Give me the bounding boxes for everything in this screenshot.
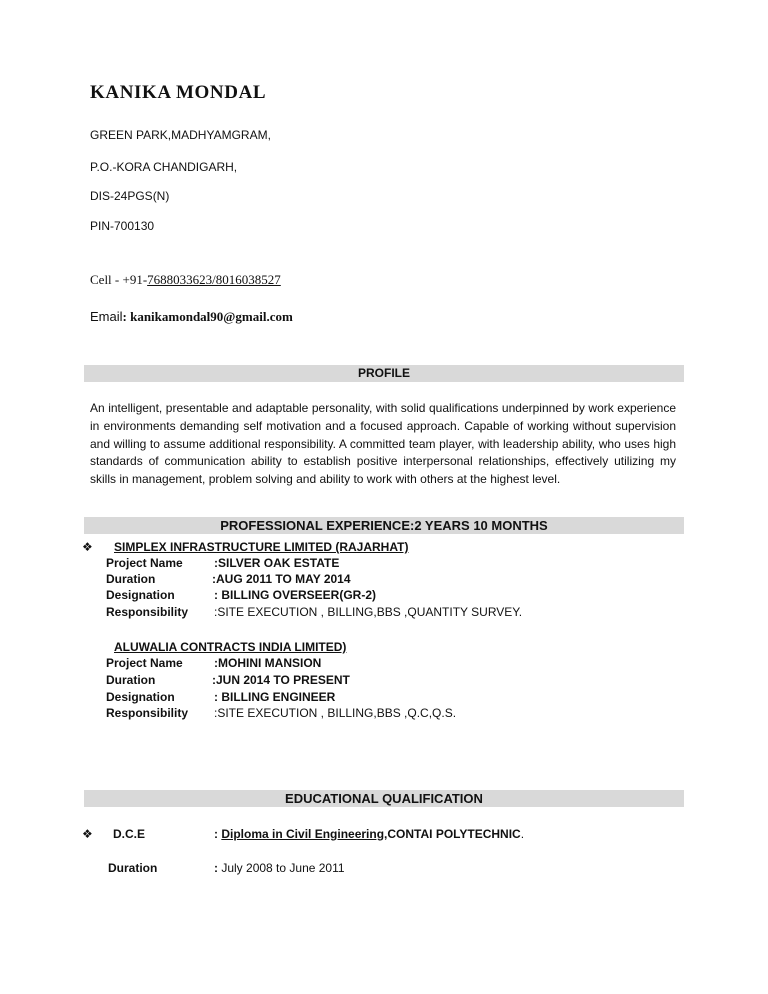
experience-heading-bar — [84, 517, 684, 534]
job2-project-label: Project Name — [106, 656, 183, 670]
education-heading: EDUCATIONAL QUALIFICATION — [285, 791, 483, 806]
phone-prefix: Cell - +91- — [90, 272, 148, 287]
address-line-4: PIN-700130 — [90, 219, 155, 233]
education-heading-bar — [84, 790, 684, 807]
institute-name: CONTAI POLYTECHNIC — [387, 827, 521, 841]
job1-project-value: :SILVER OAK ESTATE — [214, 556, 340, 570]
profile-heading: PROFILE — [357, 366, 410, 380]
job2-duration-label: Duration — [106, 673, 156, 687]
address-line-3: DIS-24PGS(N) — [90, 189, 170, 203]
email-address[interactable]: : kanikamondal90@gmail.com — [122, 309, 293, 324]
phone-line — [90, 272, 281, 288]
phone-numbers[interactable]: 7688033623/8016038527 — [147, 272, 281, 287]
diamond-bullet-icon: ❖ — [82, 827, 93, 841]
diamond-bullet-icon: ❖ — [82, 540, 93, 554]
job1-designation-label: Designation — [106, 588, 175, 602]
job2-designation-value: : BILLING ENGINEER — [214, 690, 336, 704]
degree-label: D.C.E — [113, 827, 146, 841]
degree-name: Diploma in Civil Engineering, — [221, 827, 388, 841]
job1-duration-value: :AUG 2011 TO MAY 2014 — [212, 572, 351, 586]
job1-responsibility-value: :SITE EXECUTION , BILLING,BBS ,QUANTITY SURVEY. — [214, 605, 523, 619]
profile-paragraph: An intelligent, presentable and adaptable personality, with solid qualifications underpinned by work experience in environments demanding self motivation and a focused approach. Capable of working without supervision and willing to assume additional responsibility. A committed team player, with leadership ability, who uses high standards of communication ability to establish positive interpersonal relationships, effectively utilizing my skills in management, problem solving and ability to work with others at the highest level. — [90, 401, 676, 487]
profile-heading-bar — [84, 365, 684, 382]
job2-responsibility-value: :SITE EXECUTION , BILLING,BBS ,Q.C,Q.S. — [214, 706, 457, 720]
job2-duration-value: :JUN 2014 TO PRESENT — [212, 673, 350, 687]
email-line — [90, 309, 293, 325]
email-label: Email — [90, 309, 123, 324]
job1-responsibility-label: Responsibility — [106, 605, 189, 619]
job1-designation-value: : BILLING OVERSEER(GR-2) — [214, 588, 377, 602]
company-name-1: SIMPLEX INFRASTRUCTURE LIMITED (RAJARHAT) — [114, 540, 409, 554]
address-line-1: GREEN PARK,MADHYAMGRAM, — [90, 128, 271, 142]
job1-project-label: Project Name — [106, 556, 183, 570]
experience-heading: PROFESSIONAL EXPERIENCE:2 YEARS 10 MONTHS — [220, 518, 548, 533]
education-duration-value: : July 2008 to June 2011 — [214, 861, 345, 875]
job2-responsibility-label: Responsibility — [106, 706, 189, 720]
education-duration-label: Duration — [108, 861, 158, 875]
company-name-2: ALUWALIA CONTRACTS INDIA LIMITED) — [114, 640, 347, 654]
candidate-name: KANIKA MONDAL — [90, 82, 267, 103]
job1-duration-label: Duration — [106, 572, 156, 586]
degree-value: : Diploma in Civil Engineering,CONTAI POLYTECHNIC. — [214, 827, 525, 841]
address-line-2: P.O.-KORA CHANDIGARH, — [90, 160, 238, 174]
job2-project-value: :MOHINI MANSION — [214, 656, 322, 670]
job2-designation-label: Designation — [106, 690, 175, 704]
